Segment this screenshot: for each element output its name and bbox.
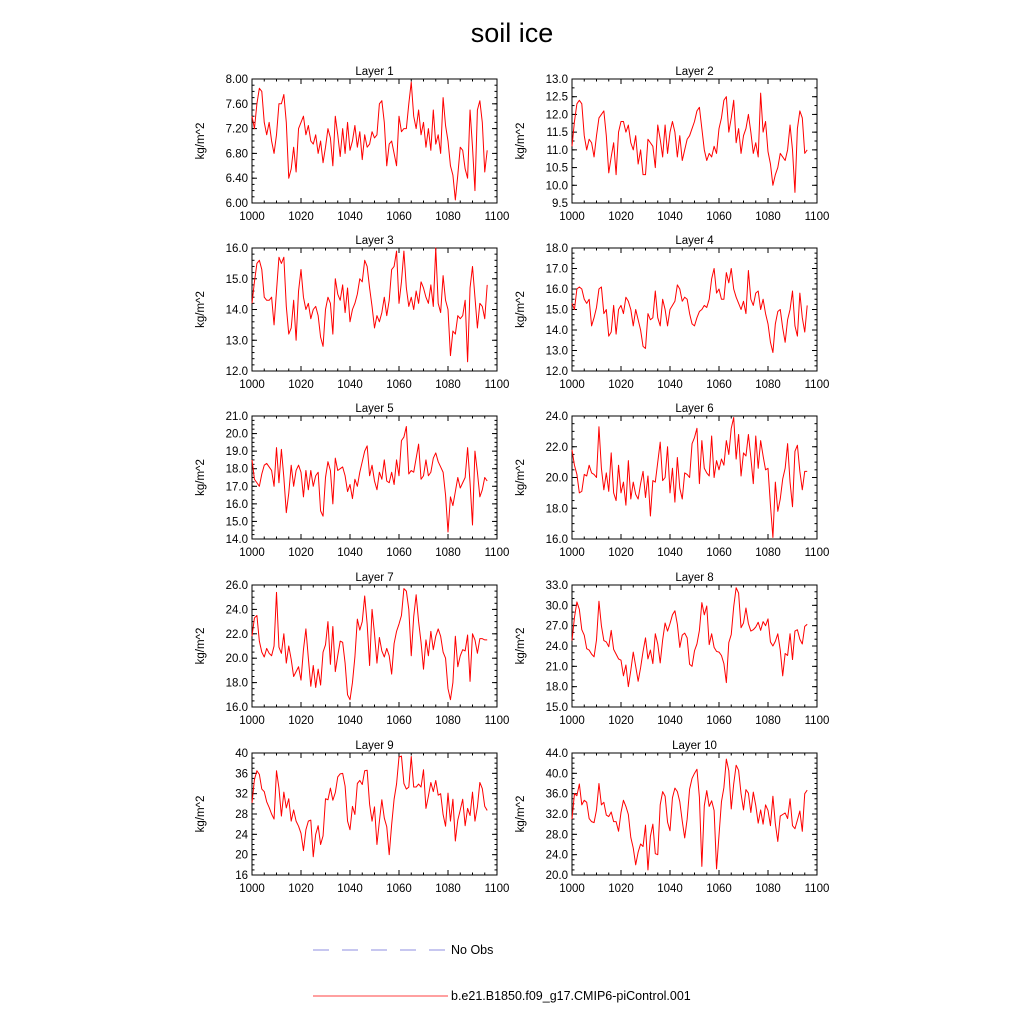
x-tick-label: 1040 [337, 715, 363, 727]
x-tick-label: 1060 [386, 715, 412, 727]
y-tick-label: 24.0 [545, 411, 568, 423]
x-tick-label: 1040 [657, 883, 683, 895]
x-tick-label: 1040 [337, 379, 363, 391]
panel-layer-1 [195, 66, 509, 223]
panel-layer-2 [515, 66, 829, 223]
y-tick-label: 15.0 [545, 304, 568, 317]
x-tick-label: 1100 [804, 211, 830, 223]
y-tick-label: 12.0 [545, 109, 568, 122]
y-tick-label: 16.0 [545, 284, 568, 296]
y-tick-label: 10.0 [545, 180, 568, 193]
x-tick-label: 1020 [288, 211, 314, 223]
y-axis-label: kg/m^2 [195, 291, 207, 328]
y-tick-label: 27.0 [545, 620, 568, 633]
panel-layer-6 [515, 403, 829, 559]
y-tick-label: 11.5 [546, 127, 568, 140]
series-line [572, 588, 807, 687]
y-tick-label: 32.0 [545, 809, 568, 821]
y-tick-label: 11.0 [546, 144, 568, 157]
x-tick-label: 1020 [608, 715, 634, 727]
y-tick-label: 20.0 [225, 653, 248, 666]
x-tick-label: 1080 [755, 211, 781, 223]
x-tick-label: 1060 [706, 547, 732, 559]
x-tick-label: 1100 [804, 547, 830, 559]
y-axis-label: kg/m^2 [195, 122, 207, 160]
panel-title: Layer 10 [672, 740, 717, 752]
panel-layer-10 [515, 740, 829, 895]
y-tick-label: 6.00 [225, 198, 248, 210]
x-tick-label: 1080 [435, 883, 461, 895]
y-tick-label: 18.0 [545, 243, 568, 255]
x-tick-label: 1020 [608, 211, 634, 223]
x-tick-label: 1080 [435, 715, 461, 727]
x-tick-label: 1000 [559, 211, 585, 223]
panel-layer-3 [195, 235, 509, 391]
y-tick-label: 16.0 [225, 243, 248, 255]
plot-frame [252, 416, 497, 539]
legend-label-model: b.e21.B1850.f09_g17.CMIP6-piControl.001 [451, 989, 691, 1003]
y-tick-label: 44.0 [545, 748, 568, 760]
x-tick-label: 1020 [608, 547, 634, 559]
y-axis-label: kg/m^2 [515, 291, 527, 328]
y-tick-label: 16.0 [225, 498, 248, 511]
y-tick-label: 8.00 [225, 74, 248, 86]
y-axis-label: kg/m^2 [195, 627, 207, 665]
x-tick-label: 1100 [484, 547, 510, 559]
panel-title: Layer 2 [675, 66, 714, 78]
x-tick-label: 1040 [337, 547, 363, 559]
x-tick-label: 1000 [559, 715, 585, 727]
y-tick-label: 28 [235, 809, 248, 821]
panel-title: Layer 9 [355, 740, 394, 752]
y-tick-label: 6.80 [225, 148, 248, 161]
y-axis-label: kg/m^2 [515, 459, 527, 496]
x-tick-label: 1060 [386, 883, 412, 895]
x-tick-label: 1100 [484, 715, 510, 727]
x-tick-label: 1100 [484, 883, 510, 895]
y-tick-label: 21.0 [545, 661, 568, 674]
x-tick-label: 1060 [386, 379, 412, 391]
x-tick-label: 1100 [484, 211, 510, 223]
y-tick-label: 12.5 [545, 91, 568, 104]
y-tick-label: 24.0 [545, 641, 568, 653]
figure-title: soil ice [470, 18, 554, 48]
y-tick-label: 15.0 [545, 702, 568, 714]
y-tick-label: 20.0 [545, 472, 568, 485]
y-tick-label: 26.0 [225, 580, 248, 592]
y-axis-label: kg/m^2 [515, 795, 527, 833]
y-tick-label: 40 [235, 748, 248, 760]
x-tick-label: 1040 [657, 715, 683, 727]
series-line [572, 418, 807, 538]
series-line [572, 269, 807, 353]
x-tick-label: 1060 [706, 715, 732, 727]
y-tick-label: 22.0 [225, 628, 248, 641]
y-tick-label: 33.0 [545, 580, 568, 592]
x-tick-label: 1000 [559, 883, 585, 895]
x-tick-label: 1020 [288, 379, 314, 391]
y-tick-label: 13.0 [545, 345, 568, 358]
y-tick-label: 21.0 [225, 411, 248, 423]
plot-frame [252, 248, 497, 371]
x-tick-label: 1080 [435, 379, 461, 391]
y-tick-label: 36.0 [545, 788, 568, 801]
x-tick-label: 1040 [337, 883, 363, 895]
panel-title: Layer 7 [355, 572, 394, 584]
panel-layer-9 [195, 740, 509, 895]
y-tick-label: 13.0 [225, 335, 248, 348]
x-tick-label: 1040 [657, 379, 683, 391]
y-tick-label: 12.0 [225, 366, 248, 378]
panel-title: Layer 6 [675, 403, 714, 415]
y-tick-label: 14.0 [225, 304, 248, 317]
panel-layer-7 [195, 572, 509, 727]
x-tick-label: 1080 [755, 379, 781, 391]
x-tick-label: 1100 [804, 379, 830, 391]
y-tick-label: 30.0 [545, 600, 568, 613]
panel-title: Layer 8 [675, 572, 714, 584]
x-tick-label: 1060 [386, 547, 412, 559]
x-tick-label: 1080 [755, 715, 781, 727]
x-tick-label: 1100 [804, 883, 830, 895]
y-tick-label: 16.0 [545, 534, 568, 546]
panel-title: Layer 3 [355, 235, 394, 247]
y-tick-label: 9.5 [552, 198, 568, 210]
x-tick-label: 1080 [435, 547, 461, 559]
y-tick-label: 28.0 [545, 829, 568, 842]
y-tick-label: 24.0 [545, 849, 568, 862]
y-tick-label: 7.60 [225, 98, 248, 111]
series-line [252, 427, 487, 532]
panel-layer-8 [515, 572, 829, 727]
x-tick-label: 1000 [239, 211, 265, 223]
y-tick-label: 19.0 [225, 446, 248, 459]
x-tick-label: 1000 [559, 547, 585, 559]
y-tick-label: 18.0 [225, 677, 248, 690]
y-tick-label: 24.0 [225, 604, 248, 617]
x-tick-label: 1000 [559, 379, 585, 391]
x-tick-label: 1060 [706, 883, 732, 895]
plot-frame [252, 79, 497, 203]
x-tick-label: 1020 [608, 883, 634, 895]
panel-title: Layer 4 [675, 235, 714, 247]
y-tick-label: 10.5 [545, 162, 568, 175]
x-tick-label: 1080 [435, 211, 461, 223]
x-tick-label: 1080 [755, 547, 781, 559]
y-tick-label: 20.0 [225, 428, 248, 441]
y-axis-label: kg/m^2 [195, 795, 207, 833]
legend [313, 943, 691, 1003]
series-line [252, 756, 487, 857]
series-line [572, 759, 807, 870]
y-tick-label: 7.20 [225, 123, 248, 136]
x-tick-label: 1040 [337, 211, 363, 223]
x-tick-label: 1020 [288, 715, 314, 727]
y-tick-label: 32 [235, 788, 248, 801]
x-tick-label: 1000 [239, 547, 265, 559]
x-tick-label: 1020 [608, 379, 634, 391]
x-tick-label: 1100 [484, 379, 510, 391]
y-tick-label: 14.0 [545, 325, 568, 337]
series-line [252, 248, 487, 362]
y-tick-label: 15.0 [225, 273, 248, 286]
x-tick-label: 1040 [657, 211, 683, 223]
plot-frame [572, 753, 817, 875]
y-tick-label: 40.0 [545, 768, 568, 781]
y-tick-label: 17.0 [225, 481, 248, 494]
y-axis-label: kg/m^2 [195, 459, 207, 496]
panel-layer-4 [515, 235, 829, 391]
y-tick-label: 24 [235, 829, 248, 842]
y-tick-label: 6.40 [225, 173, 248, 186]
x-tick-label: 1060 [706, 211, 732, 223]
y-tick-label: 20 [235, 849, 248, 862]
y-tick-label: 12.0 [545, 366, 568, 378]
y-axis-label: kg/m^2 [515, 627, 527, 665]
x-tick-label: 1000 [239, 379, 265, 391]
y-tick-label: 18.0 [545, 681, 568, 694]
x-tick-label: 1020 [288, 883, 314, 895]
y-tick-label: 36 [235, 768, 248, 781]
plot-frame [572, 79, 817, 203]
y-tick-label: 16.0 [225, 702, 248, 714]
x-tick-label: 1040 [657, 547, 683, 559]
y-tick-label: 14.0 [225, 534, 248, 546]
legend-label-no-obs: No Obs [451, 943, 494, 957]
y-axis-label: kg/m^2 [515, 122, 527, 160]
x-tick-label: 1000 [239, 715, 265, 727]
y-tick-label: 15.0 [225, 516, 248, 529]
y-tick-label: 16 [235, 870, 248, 882]
panel-layer-5 [195, 403, 509, 559]
y-tick-label: 22.0 [545, 441, 568, 454]
y-tick-label: 13.0 [545, 74, 568, 86]
y-tick-label: 18.0 [545, 503, 568, 516]
panel-title: Layer 5 [355, 403, 394, 415]
panels [195, 66, 829, 895]
x-tick-label: 1020 [288, 547, 314, 559]
x-tick-label: 1060 [706, 379, 732, 391]
panel-title: Layer 1 [355, 66, 394, 78]
series-line [252, 82, 487, 200]
x-tick-label: 1000 [239, 883, 265, 895]
y-tick-label: 18.0 [225, 463, 248, 476]
plot-frame [572, 416, 817, 539]
x-tick-label: 1060 [386, 211, 412, 223]
y-tick-label: 17.0 [545, 263, 568, 276]
y-tick-label: 20.0 [545, 870, 568, 882]
series-line [252, 589, 487, 700]
series-line [572, 93, 807, 192]
x-tick-label: 1100 [804, 715, 830, 727]
x-tick-label: 1080 [755, 883, 781, 895]
